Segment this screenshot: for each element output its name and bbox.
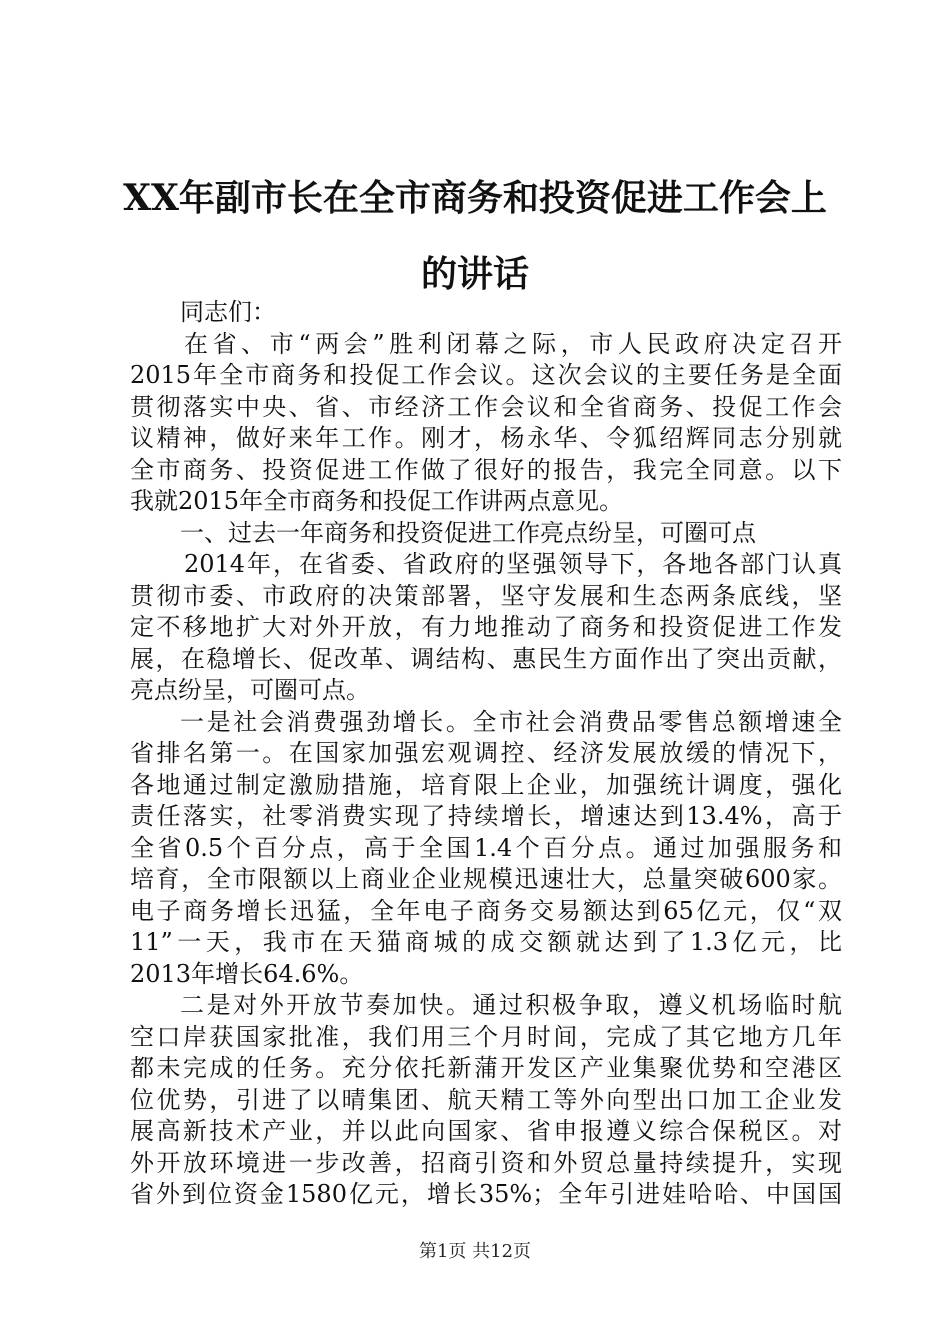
text-line: 责任落实，社零消费实现了持续增长，增速达到13.4%，高于 (130, 802, 842, 830)
text-line: 一是社会消费强劲增长。全市社会消费品零售总额增速全 (180, 707, 842, 736)
text-line: 省排名第一。在国家加强宏观调控、经济发展放缓的情况下， (130, 739, 842, 767)
section-heading: 一、过去一年商务和投资促进工作亮点纷呈，可圈可点 (180, 518, 756, 547)
text-line: 2013年增长64.6%。 (130, 959, 364, 988)
text-line: 贯彻落实中央、省、市经济工作会议和全省商务、投促工作会 (130, 392, 842, 421)
text-line: 2015年全市商务和投促工作会议。这次会议的主要任务是全面 (130, 361, 842, 389)
text-line: 二是对外开放节奏加快。通过积极争取，遵义机场临时航 (180, 991, 842, 1019)
text-line: 省外到位资金1580亿元，增长35%；全年引进娃哈哈、中国国 (130, 1180, 842, 1208)
text-line: 11”一天，我市在天猫商城的成交额就达到了1.3亿元，比 (130, 928, 842, 956)
text-line: 定不移地扩大对外开放，有力地推动了商务和投资促进工作发 (130, 613, 842, 641)
document-title (118, 160, 832, 312)
text-line: 外开放环境进一步改善，招商引资和外贸总量持续提升，实现 (130, 1148, 842, 1177)
title-line-2: 的讲话 (420, 253, 529, 295)
text-line: 各地通过制定激励措施，培育限上企业，加强统计调度，强化 (130, 770, 842, 799)
text-line: 都未完成的任务。充分依托新蒲开发区产业集聚优势和空港区 (130, 1054, 842, 1082)
text-line: 在省、市“两会”胜利闭幕之际，市人民政府决定召开 (184, 329, 842, 358)
text-line: 全省0.5个百分点，高于全国1.4个百分点。通过加强服务和 (130, 833, 842, 862)
text-line: 展，在稳增长、促改革、调结构、惠民生方面作出了突出贡献， (130, 644, 842, 673)
salutation: 同志们： (180, 298, 276, 326)
text-line: 位优势，引进了以晴集团、航天精工等外向型出口加工企业发 (130, 1085, 842, 1114)
document-body (130, 297, 842, 1211)
text-line: 2014年，在省委、省政府的坚强领导下，各地各部门认真 (184, 550, 842, 578)
text-line: 我就2015年全市商务和投促工作讲两点意见。 (130, 487, 624, 515)
page-footer (0, 1240, 950, 1264)
text-line: 培育，全市限额以上商业企业规模迅速壮大，总量突破600家。 (130, 865, 842, 893)
text-line: 展高新技术产业，并以此向国家、省申报遵义综合保税区。对 (130, 1117, 842, 1145)
text-line: 电子商务增长迅猛，全年电子商务交易额达到65亿元，仅“双 (130, 896, 842, 925)
page-number: 第1页 共12页 (418, 1241, 532, 1262)
text-line: 贯彻市委、市政府的决策部署，坚守发展和生态两条底线，坚 (130, 581, 842, 610)
text-line: 议精神，做好来年工作。刚才，杨永华、令狐绍辉同志分别就 (130, 424, 842, 452)
text-line: 空口岸获国家批准，我们用三个月时间，完成了其它地方几年 (130, 1022, 842, 1051)
text-line: 亮点纷呈，可圈可点。 (130, 676, 370, 704)
title-line-1: XX年副市长在全市商务和投资促进工作会上 (123, 177, 827, 219)
text-line: 全市商务、投资促进工作做了很好的报告，我完全同意。以下 (130, 455, 842, 484)
